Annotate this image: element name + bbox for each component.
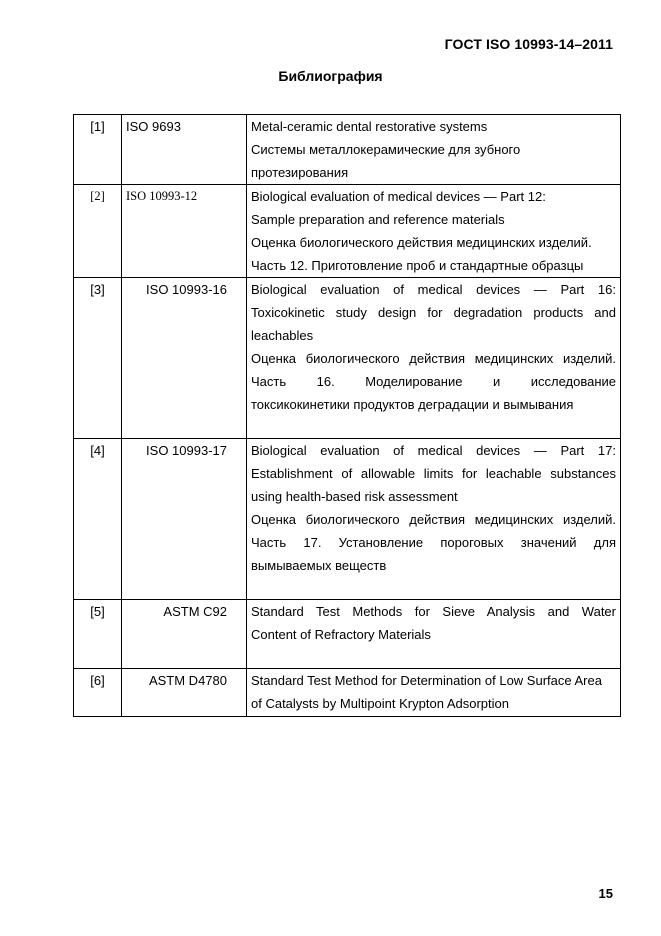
entry-code: ISO 10993-12 (122, 185, 247, 278)
entry-code: ISO 10993-16 (122, 278, 247, 439)
description-line: using health-based risk assessment (251, 489, 458, 504)
description-line: Content of Refractory Materials (251, 627, 431, 642)
entry-number: [5] (74, 600, 122, 669)
entry-code: ASTM D4780 (122, 669, 247, 717)
page-title: Библиография (278, 68, 383, 84)
description-line: Оценка биологического действия медицинских изделий. (251, 235, 592, 250)
entry-number: [4] (74, 439, 122, 600)
description-line: Metal-ceramic dental restorative systems (251, 119, 488, 134)
description-line: Sample preparation and reference materials (251, 212, 505, 227)
description-line: протезирования (251, 165, 349, 180)
entry-description (247, 669, 621, 717)
entry-description (247, 115, 621, 185)
entry-code: ASTM C92 (122, 600, 247, 669)
description-line: Оценка биологического действия медицинских изделий. (251, 512, 616, 527)
description-line: Biological evaluation of medical devices — Part 12: (251, 189, 546, 204)
description-line: вымываемых веществ (251, 558, 387, 573)
table-row (74, 600, 621, 669)
description-line: Establishment of allowable limits for leachable substances (251, 466, 616, 481)
entry-number: [3] (74, 278, 122, 439)
entry-description (247, 278, 621, 439)
description-line: Часть 16. Моделирование и исследование (251, 374, 616, 389)
entry-description (247, 600, 621, 669)
table-row (74, 115, 621, 185)
entry-code: ISO 9693 (122, 115, 247, 185)
entry-number: [6] (74, 669, 122, 717)
document-code: ГОСТ ISO 10993-14–2011 (444, 36, 613, 52)
description-line: Системы металлокерамические для зубного (251, 142, 521, 157)
description-line: токсикокинетики продуктов деградации и вымывания (251, 397, 574, 412)
entry-code: ISO 10993-17 (122, 439, 247, 600)
description-line: Часть 17. Установление пороговых значений для (251, 535, 616, 550)
entry-number: [2] (74, 185, 122, 278)
description-line: Biological evaluation of medical devices — Part 16: (251, 282, 616, 297)
entry-description (247, 185, 621, 278)
table-row (74, 669, 621, 717)
description-line: Biological evaluation of medical devices — Part 17: (251, 443, 616, 458)
table-row (74, 439, 621, 600)
description-line: Оценка биологического действия медицинских изделий. (251, 351, 616, 366)
description-line: leachables (251, 328, 314, 343)
entry-description (247, 439, 621, 600)
table-row (74, 278, 621, 439)
description-line: of Catalysts by Multipoint Krypton Adsorption (251, 696, 509, 711)
description-line: Часть 12. Приготовление проб и стандартные образцы (251, 258, 584, 273)
description-line: Toxicokinetic study design for degradation products and (251, 305, 616, 320)
bibliography-table (73, 114, 621, 717)
page-number: 15 (598, 886, 613, 901)
table-row (74, 185, 621, 278)
description-line: Standard Test Method for Determination of Low Surface Area (251, 673, 602, 688)
entry-number: [1] (74, 115, 122, 185)
description-line: Standard Test Methods for Sieve Analysis and Water (251, 604, 616, 619)
